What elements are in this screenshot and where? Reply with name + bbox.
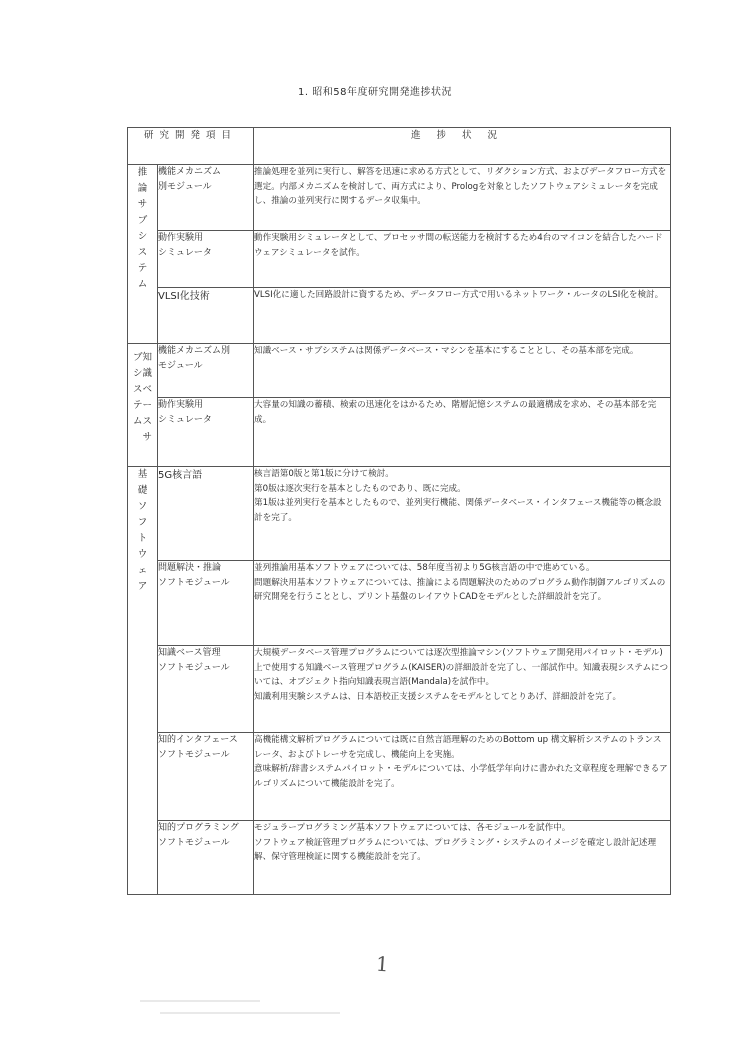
status-text: VLSI化に適した回路設計に資するため、データフロー方式で用いるネットワーク・ルータのLSI化を検討。 [254, 290, 664, 300]
table-row [128, 288, 671, 344]
item-cell: VLSI化技術 [158, 288, 254, 344]
table-row [128, 398, 671, 467]
status-text: 核言語第0版と第1版に分けて検討。 [254, 469, 394, 479]
status-text: 第0版は逐次実行を基本としたものであり、既に完成。 [254, 483, 466, 494]
progress-table [127, 127, 671, 895]
status-text: 知識ベース・サブシステムは関係データベース・マシンを基本にすることとし、その基本部を完成。 [254, 346, 639, 356]
group-label-inference [128, 165, 158, 344]
status-cell [254, 467, 671, 561]
group-label-basic-software [128, 467, 158, 895]
status-cell [254, 821, 671, 895]
table-row [128, 231, 671, 288]
status-cell [254, 646, 671, 733]
status-cell [254, 344, 671, 398]
table-row [128, 733, 671, 821]
status-text: 大容量の知識の蓄積、検索の迅速化をはかるため、階層記憶システムの最適構成を求め、その基本部を完成。 [254, 400, 657, 425]
group-label-text: 基 礎 ソ フ ト ウ ェ ア [137, 469, 148, 592]
table-row [128, 344, 671, 398]
status-text: 問題解決用基本ソフトウェアについては、推論による問題解決のためのプログラム動作制御アルゴリズムの研究開発を行うこととし、プリント基盤のレイアウトCADをモデルとした詳細設計を完了。 [254, 577, 666, 603]
page-title: 1. 昭和58年度研究開発進捗状況 [298, 87, 452, 98]
status-text: 推論処理を並列に実行し、解答を迅速に求める方式として、リダクション方式、およびデータフロー方式を選定。内部メカニズムを検討して、両方式により、Prologを対象としたソフトウェアシミュレータを完成し、推論の並列実行に関するデータ収集中。 [254, 167, 667, 207]
table-header-row [128, 128, 671, 165]
item-cell: 動作実験用 シミュレータ [158, 398, 254, 467]
status-cell [254, 288, 671, 344]
status-text: モジュラープログラミング基本ソフトウェアについては、各モジュールを試作中。 [254, 823, 571, 833]
item-cell: 5G核言語 [158, 467, 254, 561]
table-row [128, 646, 671, 733]
table-row [128, 561, 671, 646]
group-label-knowledge [128, 344, 158, 467]
status-text: 高機能構文解析プログラムについては既に自然言語理解のためのBottom up 構文解析システムのトランスレータ、およびトレーサを完成し、機能向上を実施。 [254, 735, 662, 760]
item-cell: 機能メカニズム 別モジュール [158, 165, 254, 231]
item-cell: 知的プログラミング ソフトモジュール [158, 821, 254, 895]
status-text: 知識利用実験システムは、日本語校正支援システムをモデルとしてとりあげ、詳細設計を完了。 [254, 691, 622, 702]
item-cell: 機能メカニズム別 モジュール [158, 344, 254, 398]
table-row [128, 467, 671, 561]
item-cell: 問題解決・推論 ソフトモジュール [158, 561, 254, 646]
status-cell [254, 165, 671, 231]
status-text: 動作実験用シミュレータとして、プロセッサ間の転送能力を検討するため4台のマイコンを結合したハードウェアシミュレータを試作。 [254, 233, 663, 258]
header-item: 研究開発項目 [128, 128, 254, 165]
status-cell [254, 733, 671, 821]
status-text: 意味解析/辞書システムパイロット・モデルについては、小学低学年向けに書かれた文章程度を理解できるアルゴリズムについて機能設計を完了。 [254, 764, 668, 789]
status-text: 大規模データベース管理プログラムについては逐次型推論マシン(ソフトウェア開発用パイロット・モデル)上で使用する知識ベース管理プログラム(KAISER)の詳細設計を完了し、一部試作中。知識表現システムについては、オブジェクト指向知識表現言語(Mandala)を試作中。 [254, 648, 669, 688]
table-row [128, 165, 671, 231]
scan-smudge [140, 1000, 260, 1002]
item-cell: 知識ベース管理 ソフトモジュール [158, 646, 254, 733]
table-row [128, 821, 671, 895]
status-text: 並列推論用基本ソフトウェアについては、58年度当初より5G核言語の中で進めている。 [254, 563, 595, 573]
group-label-text: ブ知 シ識 スベ テー ムス サ [132, 352, 152, 443]
status-cell [254, 561, 671, 646]
page-number: 1 [375, 951, 390, 977]
group-label-text: 推 論 サ ブ シ ス テ ム [137, 167, 148, 290]
header-status: 進捗状況 [254, 128, 671, 165]
status-text: 第1版は並列実行を基本としたもので、並列実行機能、関係データベース・インタフェース機能等の概念設計を完了。 [254, 498, 662, 523]
status-cell [254, 398, 671, 467]
scan-smudge [160, 1012, 340, 1014]
item-cell: 知的インタフェース ソフトモジュール [158, 733, 254, 821]
item-cell: 動作実験用 シミュレータ [158, 231, 254, 288]
status-text: ソフトウェア検証管理プログラムについては、プログラミング・システムのイメージを確定し設計記述理解、保守管理検証に関する機能設計を完了。 [254, 837, 657, 863]
status-cell [254, 231, 671, 288]
